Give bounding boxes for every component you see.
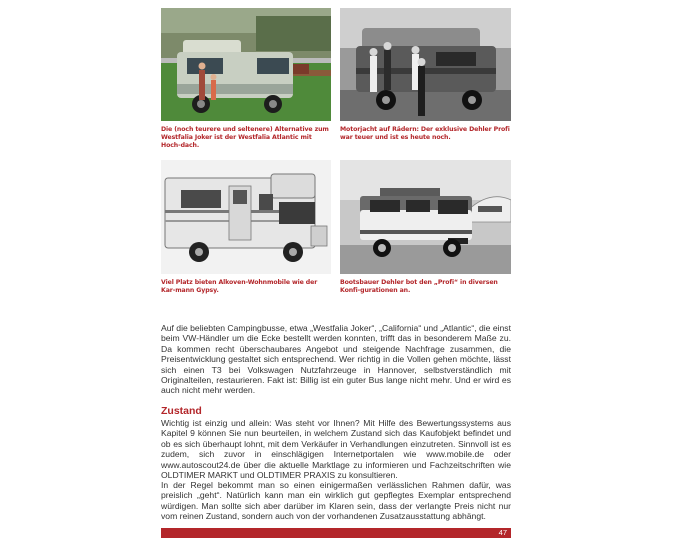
footer-bar [161, 528, 511, 538]
section-heading: Zustand [161, 405, 202, 417]
photo-dehler-profi-configuration [340, 160, 511, 274]
caption-karmann-gypsy: Viel Platz bieten Alkoven-Wohnmobile wie der Kar-mann Gypsy. [161, 279, 318, 294]
caption-westfalia-atlantic: Die (noch teurere und seltenere) Alternative zum Westfalia Joker ist der Westfalia Atlantic mit Hoch-dach. [161, 126, 329, 149]
photo-karmann-gypsy [161, 160, 331, 274]
photo-dehler-profi [340, 8, 511, 121]
section-paragraph-1: Wichtig ist einzig und allein: Was steht vor Ihnen? Mit Hilfe des Bewertungssystems aus Kapitel 9 können Sie nun beurteilen, in welchem Zustand sich das Kaufobjekt befindet und ob es sich überhaupt lohnt, mit dem Verkäufer in Verhandlungen einzutreten. Sinnvoll ist es zudem, sich zuvor in einschlägigen Internetportalen wie www.mobile.de oder www.autoscout24.de über die aktuelle Marktlage zu informieren und Fachzeitschriften wie OLDTIMER MARKT und OLDTIMER PRAXIS zu konsultieren. [161, 418, 511, 481]
intro-paragraph: Auf die beliebten Campingbusse, etwa „Westfalia Joker“, „California“ und „Atlantic“, die einst beim VW-Händler um die Ecke bestellt werden konnten, trifft das in besonderem Maße zu. Da kommen recht überschaubares Angebot und steigende Nachfrage zusammen, die Preisentwicklung gestaltet sich entsprechend. Wer richtig in die Vollen gehen möchte, lässt sich einen T3 bei Volkswagen Nutzfahrzeuge in Hannover, selbstverständlich mit Originalteilen, restaurieren. Fakt ist: Billig ist ein guter Bus lange nicht mehr. Und er wird es auch nicht mehr werden. [161, 323, 511, 396]
section-paragraph-2: In der Regel bekommt man so einen einigermaßen verlässlichen Rahmen dafür, was preislich „geht“. Natürlich kann man ein wirklich gut gepflegtes Exemplar entsprechend würdigen. Man sollte sich aber darüber im Klaren sein, dass der verlangte Preis nicht nur vom reinen Zustand, sondern auch von der vorhandenen Zusatzausstattung abhängt. [161, 480, 511, 522]
caption-dehler-profi-configuration: Bootsbauer Dehler bot den „Profi“ in diversen Konfi-gurationen an. [340, 279, 498, 294]
caption-dehler-profi: Motorjacht auf Rädern: Der exklusive Dehler Profi war teuer und ist es heute noch. [340, 126, 510, 141]
page-number: 47 [498, 528, 507, 537]
photo-westfalia-atlantic [161, 8, 331, 121]
